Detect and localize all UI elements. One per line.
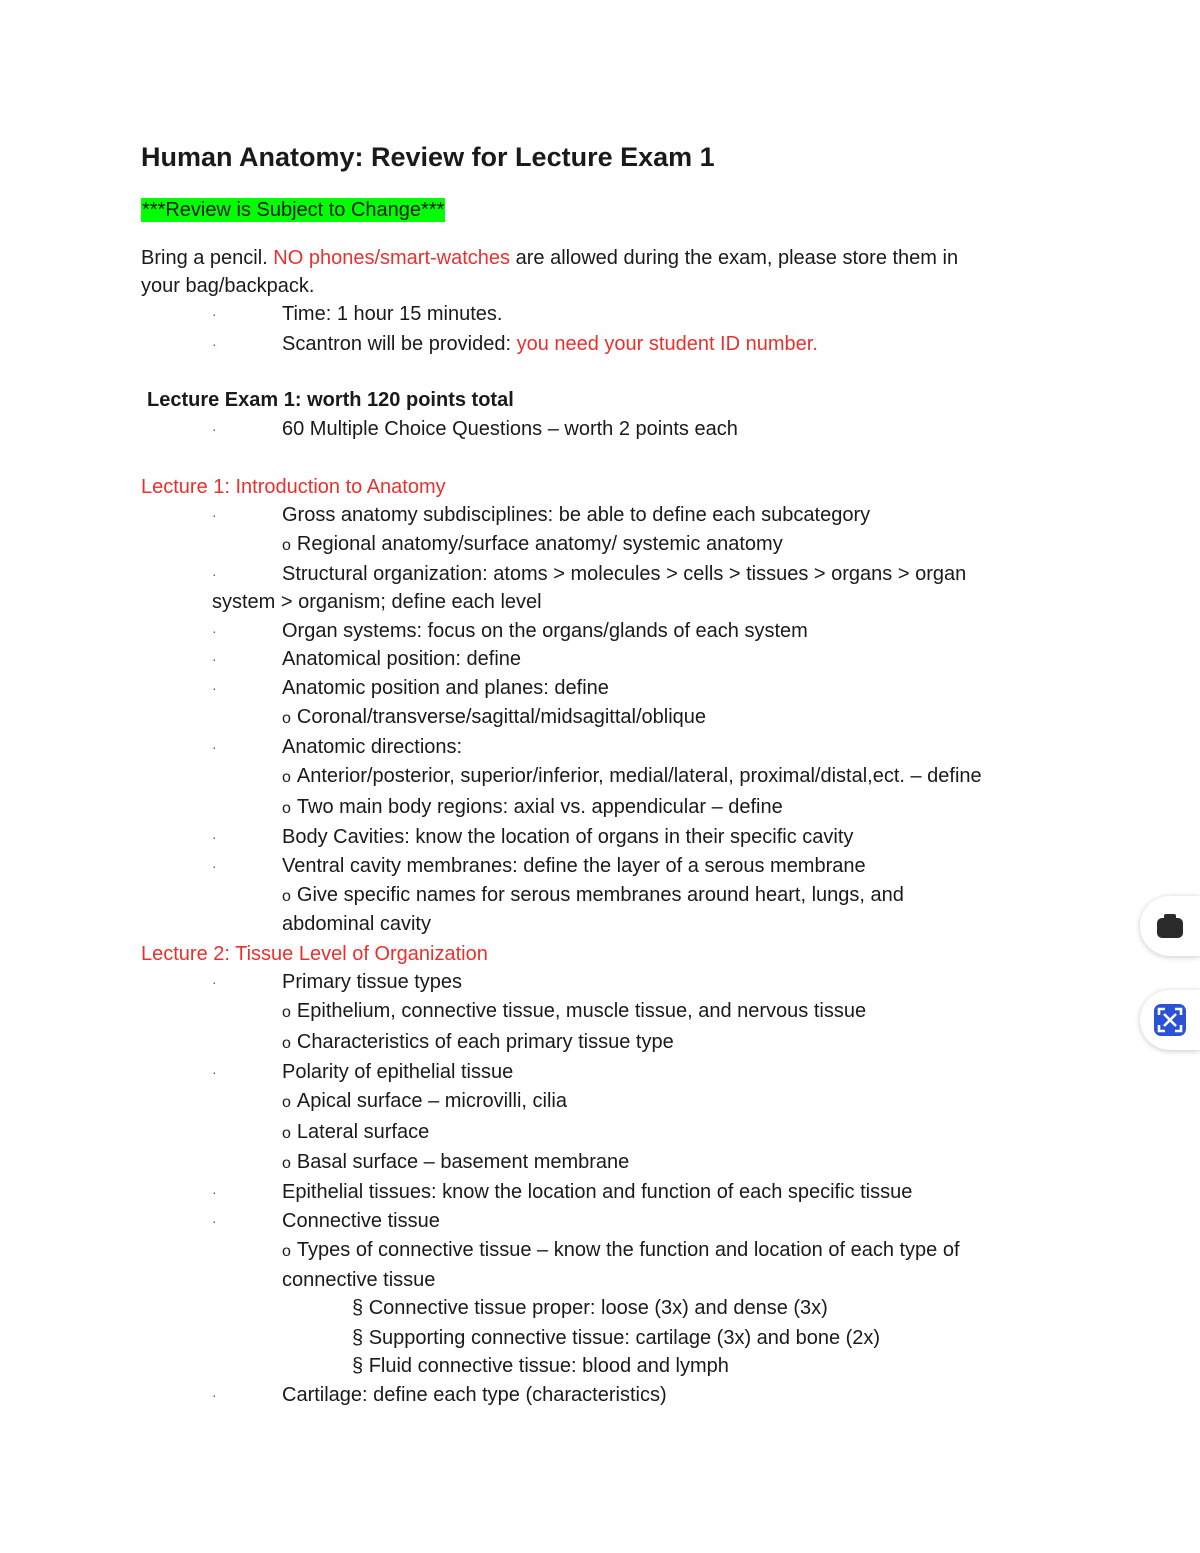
time-item: Time: 1 hour 15 minutes. xyxy=(282,303,503,325)
bullet: · xyxy=(212,974,217,990)
list-item: Gross anatomy subdisciplines: be able to define each subcategory xyxy=(282,504,871,526)
sub-list-item: o Epithelium, connective tissue, muscle tissue, and nervous tissue xyxy=(282,1000,867,1022)
sub-list-item: o Characteristics of each primary tissue type xyxy=(282,1031,674,1053)
sub-list-item: o Types of connective tissue – know the function and location of each type of xyxy=(282,1239,960,1261)
bullet: · xyxy=(212,651,217,667)
bullet: · xyxy=(212,421,217,437)
bullet: · xyxy=(212,1064,217,1080)
bullet: · xyxy=(212,829,217,845)
bullet: · xyxy=(212,739,217,755)
intro-line-1: Bring a pencil. NO phones/smart-watches are allowed during the exam, please store them in xyxy=(141,247,959,269)
sub-list-item: o Lateral surface xyxy=(282,1121,430,1143)
bullet: · xyxy=(212,507,217,523)
sub-list-item: o Anterior/posterior, superior/inferior, medial/lateral, proximal/distal,ect. – define xyxy=(282,765,982,787)
scan-icon xyxy=(1153,1003,1187,1037)
bullet: · xyxy=(212,336,217,352)
sub-list-item: o Basal surface – basement membrane xyxy=(282,1151,630,1173)
camera-icon xyxy=(1156,913,1184,939)
bullet: · xyxy=(212,680,217,696)
list-item: Ventral cavity membranes: define the layer of a serous membrane xyxy=(282,855,866,877)
list-item: Body Cavities: know the location of organs in their specific cavity xyxy=(282,826,854,848)
sub-list-item: o Regional anatomy/surface anatomy/ systemic anatomy xyxy=(282,533,783,555)
bullet: · xyxy=(212,858,217,874)
list-item: Epithelial tissues: know the location and function of each specific tissue xyxy=(282,1181,913,1203)
list-item: Structural organization: atoms > molecules > cells > tissues > organs > organ xyxy=(282,563,967,585)
lecture2-heading: Lecture 2: Tissue Level of Organization xyxy=(141,943,488,965)
list-item-continued: system > organism; define each level xyxy=(212,591,542,613)
bullet: · xyxy=(212,306,217,322)
intro-line-2: your bag/backpack. xyxy=(141,275,315,297)
sub-list-item-continued: abdominal cavity xyxy=(282,913,431,935)
scan-button[interactable] xyxy=(1140,990,1200,1050)
sub-list-item: o Coronal/transverse/sagittal/midsagittal/oblique xyxy=(282,706,707,728)
list-item: Anatomic directions: xyxy=(282,736,463,758)
camera-button[interactable] xyxy=(1140,896,1200,956)
list-item: Cartilage: define each type (characteristics) xyxy=(282,1384,667,1406)
bullet: · xyxy=(212,566,217,582)
mcq-item: 60 Multiple Choice Questions – worth 2 points each xyxy=(282,418,738,440)
change-notice: ***Review is Subject to Change*** xyxy=(142,199,445,221)
page-title: Human Anatomy: Review for Lecture Exam 1 xyxy=(141,142,715,172)
list-item: Anatomic position and planes: define xyxy=(282,677,609,699)
list-item: Primary tissue types xyxy=(282,971,463,993)
list-item: Anatomical position: define xyxy=(282,648,522,670)
bullet: · xyxy=(212,1213,217,1229)
bullet: · xyxy=(212,1387,217,1403)
list-item: Organ systems: focus on the organs/glands of each system xyxy=(282,620,808,642)
sub-list-item-continued: connective tissue xyxy=(282,1269,436,1291)
list-item: Connective tissue xyxy=(282,1210,440,1232)
sub-list-item: o Give specific names for serous membranes around heart, lungs, and xyxy=(282,884,904,906)
bullet: · xyxy=(212,1184,217,1200)
list-item: Polarity of epithelial tissue xyxy=(282,1061,514,1083)
scantron-item: Scantron will be provided: you need your student ID number. xyxy=(282,333,818,355)
sub-sub-list-item: § Connective tissue proper: loose (3x) and dense (3x) xyxy=(352,1297,828,1319)
bullet: · xyxy=(212,623,217,639)
lecture1-heading: Lecture 1: Introduction to Anatomy xyxy=(141,476,446,498)
sub-sub-list-item: § Fluid connective tissue: blood and lymph xyxy=(352,1355,729,1377)
exam-heading: Lecture Exam 1: worth 120 points total xyxy=(147,389,514,411)
sub-list-item: o Apical surface – microvilli, cilia xyxy=(282,1090,567,1112)
sub-list-item: o Two main body regions: axial vs. appendicular – define xyxy=(282,796,783,818)
sub-sub-list-item: § Supporting connective tissue: cartilage (3x) and bone (2x) xyxy=(352,1327,881,1349)
